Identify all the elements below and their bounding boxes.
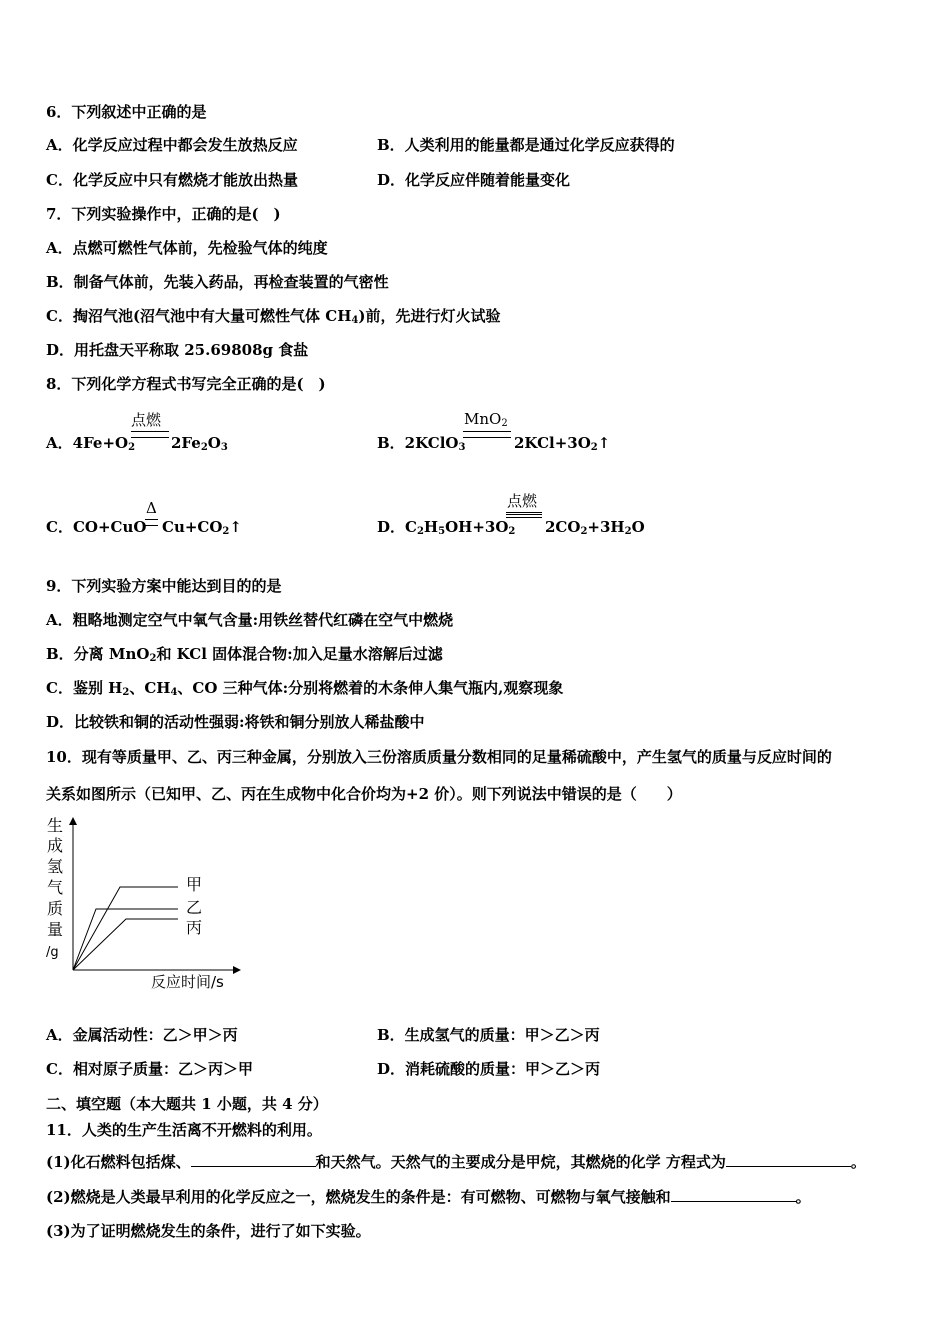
graph-ylabel-0: 生 [47,816,64,835]
q9-stem: 9．下列实验方案中能达到目的的是 [46,577,282,595]
fill-blank-fossil-fuel[interactable] [191,1152,316,1167]
q10-option-d[interactable]: D．消耗硫酸的质量：甲＞乙＞丙 [377,1060,601,1078]
q11-part3: (3)为了证明燃烧发生的条件，进行了如下实验。 [46,1222,371,1240]
q10-stem-line1: 10．现有等质量甲、乙、丙三种金属，分别放入三份溶质质量分数相同的足量稀硫酸中，产生氢气的质量与反应时间的 [46,748,832,766]
q8-a-equals [131,431,169,438]
q11-part2: (2)燃烧是人类最早利用的化学反应之一，燃烧发生的条件是：有可燃物、可燃物与氧气接触和 。 [46,1188,811,1206]
q6-option-c[interactable]: C．化学反应中只有燃烧才能放出热量 [46,171,298,189]
q8-b-condition: MnO$_2$ [464,410,508,429]
series-yi-line [73,909,178,970]
q8-c-product: $Cu+CO_2↑$ [162,518,242,537]
graph-ylabel-5: 量 [47,920,64,939]
q11-stem: 11．人类的生产生活离不开燃料的利用。 [46,1121,322,1139]
q7-option-b[interactable]: B．制备气体前，先装入药品，再检查装置的气密性 [46,273,389,291]
q7-option-c[interactable]: C．掏沼气池(沼气池中有大量可燃性气体 $CH_4$)前，先进行灯火试验 [46,307,501,326]
q10-option-a[interactable]: A．金属活动性：乙＞甲＞丙 [46,1026,238,1044]
series-bing-line [73,919,178,970]
graph-xlabel: 反应时间/s [151,973,224,991]
series-label-yi: 乙 [186,898,203,917]
graph-ylabel-1: 成 [47,836,64,855]
graph-ylabel-2: 氢 [47,857,64,876]
q8-stem: 8．下列化学方程式书写完全正确的是( ) [46,375,326,393]
graph-ylabel-6: /g [46,945,59,960]
q6-stem: 6．下列叙述中正确的是 [46,103,207,121]
q8-d-equals [506,512,542,518]
q9-option-b[interactable]: B．分离 MnO$_2$和 KCl 固体混合物:加入足量水溶解后过滤 [46,645,443,664]
q10-option-c[interactable]: C．相对原子质量：乙＞丙＞甲 [46,1060,253,1078]
q6-option-a[interactable]: A．化学反应过程中都会发生放热反应 [46,136,298,154]
q7-option-d[interactable]: D．用托盘天平称取 25.69808g 食盐 [46,341,309,359]
q7-stem: 7．下列实验操作中，正确的是( ) [46,205,281,223]
section-heading: 二、填空题（本大题共 1 小题，共 4 分） [46,1095,328,1113]
series-label-jia: 甲 [186,875,203,894]
q10-option-b[interactable]: B．生成氢气的质量：甲＞乙＞丙 [377,1026,600,1044]
q8-c-equals [145,519,158,526]
q9-option-d[interactable]: D．比较铁和铜的活动性强弱:将铁和铜分别放人稀盐酸中 [46,713,425,731]
q8-d-product: $2CO_2+3H_2O$ [545,518,645,537]
q9-option-a[interactable]: A．粗略地测定空气中氧气含量:用铁丝替代红磷在空气中燃烧 [46,611,454,629]
q8-a-condition: 点燃 [131,411,162,429]
q8-option-a[interactable]: A．$4Fe+O_2$ [46,434,136,453]
graph-ylabel-3: 气 [47,878,64,897]
q8-option-c[interactable]: C．CO+CuO [46,518,147,536]
graph-ylabel-4: 质 [47,899,64,918]
q8-option-d[interactable]: D．$C_2H_5OH+3O_2$ [377,518,516,537]
q6-option-d[interactable]: D．化学反应伴随着能量变化 [377,171,571,189]
q8-b-product: $2KCl+3O_2↑$ [514,434,611,453]
fill-blank-methane-equation[interactable] [726,1152,851,1167]
q10-graph-axes [40,812,250,997]
fill-blank-combustion-condition[interactable] [671,1187,796,1202]
q8-a-product: $2Fe_2O_3$ [171,434,228,453]
q10-stem-line2: 关系如图所示（已知甲、乙、丙在生成物中化合价均为+2 价）。则下列说法中错误的是（ ） [46,785,682,803]
q8-option-b[interactable]: B．2KClO$_3$ [377,434,466,453]
q6-option-b[interactable]: B．人类利用的能量都是通过化学反应获得的 [377,136,675,154]
q8-b-equals [463,431,511,438]
q10-graph [40,812,250,997]
q7-option-a[interactable]: A．点燃可燃性气体前，先检验气体的纯度 [46,239,328,257]
q11-part1: (1)化石燃料包括煤、 和天然气。天然气的主要成分是甲烷，其燃烧的化学 方程式为 。 [46,1153,866,1171]
q8-c-condition: Δ [146,499,157,517]
q8-d-condition: 点燃 [507,492,538,510]
series-label-bing: 丙 [186,918,203,937]
q9-option-c[interactable]: C．鉴别 $H_2$、$CH_4$、CO 三种气体:分别将燃着的木条伸人集气瓶内,观察现象 [46,679,564,698]
